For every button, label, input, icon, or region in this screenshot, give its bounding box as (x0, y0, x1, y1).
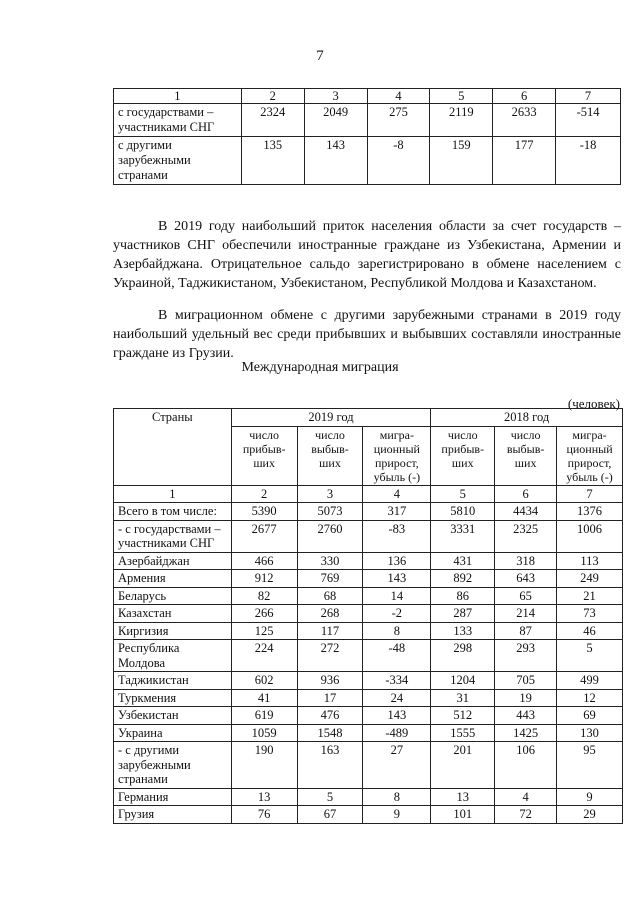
table-cell: 5 (297, 788, 363, 806)
table-cell: 95 (557, 742, 623, 789)
table-row (114, 587, 623, 605)
net-migration-2019-header: мигра-ционный прирост, убыль (-) (363, 426, 431, 485)
table-cell: 21 (557, 587, 623, 605)
index-cell: 1 (114, 485, 232, 503)
table-cell: 73 (557, 605, 623, 623)
table-cell: 266 (231, 605, 297, 623)
row-label: Армения (114, 570, 232, 588)
table-cell: 318 (495, 552, 557, 570)
table-header-row (114, 409, 623, 427)
table-cell: 113 (557, 552, 623, 570)
table-cell: 4434 (495, 503, 557, 521)
table-cell: -83 (363, 520, 431, 552)
section-title: Международная миграция (241, 360, 399, 375)
table-row (114, 552, 623, 570)
table-cell: 5810 (431, 503, 495, 521)
table-cell: 68 (297, 587, 363, 605)
table-cell: 1425 (495, 724, 557, 742)
table-cell: 19 (495, 689, 557, 707)
table-cell: 1555 (431, 724, 495, 742)
paragraph-other-countries: В миграционном обмене с другими зарубежными странами в 2019 году наибольший удельный вес среди прибывших и выбывших составляли иностранные граждане из Грузии. (113, 308, 621, 361)
table-cell: 5390 (231, 503, 297, 521)
table-cell: 13 (431, 788, 495, 806)
table-cell: 1006 (557, 520, 623, 552)
table-cell: 136 (363, 552, 431, 570)
table-cell: 602 (231, 672, 297, 690)
table-cell: 72 (495, 806, 557, 824)
table-cell: 268 (297, 605, 363, 623)
table-cell: 2119 (430, 104, 493, 137)
table-cell: 2677 (231, 520, 297, 552)
table-cell: 443 (495, 707, 557, 725)
table-cell: 643 (495, 570, 557, 588)
table-cell: 3331 (431, 520, 495, 552)
table-cell: 1548 (297, 724, 363, 742)
table-cell: 163 (297, 742, 363, 789)
table-row (114, 640, 623, 672)
table-cell: 275 (367, 104, 430, 137)
index-cell: 2 (231, 485, 297, 503)
table-cell: 143 (304, 137, 367, 185)
table-cell: 224 (231, 640, 297, 672)
paragraph-cis-inflow: В 2019 году наибольший приток населения области за счет государств – участников СНГ обеспечили иностранные граждане из Узбекистана, Армении и Азербайджана. Отрицательное сальдо зарегистрировано в обмене населением с Украиной, Таджикистаном, Узбекистаном, Республикой Молдова и Казахстаном. (113, 219, 621, 291)
table-cell: 317 (363, 503, 431, 521)
row-label: Азербайджан (114, 552, 232, 570)
row-label: Украина (114, 724, 232, 742)
table-cell: 466 (231, 552, 297, 570)
table-cell: 5073 (297, 503, 363, 521)
table-cell: 12 (557, 689, 623, 707)
table-cell: 31 (431, 689, 495, 707)
table-cell: 177 (493, 137, 556, 185)
index-cell: 6 (495, 485, 557, 503)
departures-2019-header: число выбыв-ших (297, 426, 363, 485)
year-2019-header: 2019 год (231, 409, 431, 427)
table-cell: 272 (297, 640, 363, 672)
arrivals-2019-header: число прибыв-ших (231, 426, 297, 485)
table-cell: 287 (431, 605, 495, 623)
table-cell: -2 (363, 605, 431, 623)
table-cell: 13 (231, 788, 297, 806)
table-cell: 190 (231, 742, 297, 789)
arrivals-2018-header: число прибыв-ших (431, 426, 495, 485)
table-cell: 2633 (493, 104, 556, 137)
table-cell: 431 (431, 552, 495, 570)
table-row (114, 707, 623, 725)
table-cell: 46 (557, 622, 623, 640)
table-cell: 1204 (431, 672, 495, 690)
table-cell: 69 (557, 707, 623, 725)
table-cell: 249 (557, 570, 623, 588)
departures-2018-header: число выбыв-ших (495, 426, 557, 485)
table-body (114, 503, 623, 824)
table-cell: 24 (363, 689, 431, 707)
net-migration-2018-header: мигра-ционный прирост, убыль (-) (557, 426, 623, 485)
table-cell: 130 (557, 724, 623, 742)
table-cell: 135 (241, 137, 304, 185)
header-cell: 5 (430, 89, 493, 104)
table-cell: 41 (231, 689, 297, 707)
header-cell: 1 (114, 89, 242, 104)
row-label: Таджикистан (114, 672, 232, 690)
table-cell: 769 (297, 570, 363, 588)
row-label: - с другими зарубежными странами (114, 742, 232, 789)
table-cell: 912 (231, 570, 297, 588)
table-header-row (114, 89, 621, 104)
table-cell: 133 (431, 622, 495, 640)
table-cell: 293 (495, 640, 557, 672)
index-cell: 5 (431, 485, 495, 503)
table-cell: 2324 (241, 104, 304, 137)
table-cell: 87 (495, 622, 557, 640)
table-cell: 2760 (297, 520, 363, 552)
table-row (114, 689, 623, 707)
row-label: Грузия (114, 806, 232, 824)
table-cell: 9 (557, 788, 623, 806)
table-cell: 27 (363, 742, 431, 789)
table-cell: 125 (231, 622, 297, 640)
table-cell: 512 (431, 707, 495, 725)
units-label: (человек) (567, 396, 620, 411)
row-label: Туркмения (114, 689, 232, 707)
table-cell: 14 (363, 587, 431, 605)
table-cell: 892 (431, 570, 495, 588)
row-label: Узбекистан (114, 707, 232, 725)
index-cell: 3 (297, 485, 363, 503)
header-cell: 7 (556, 89, 621, 104)
table-cell: -489 (363, 724, 431, 742)
table-cell: 29 (557, 806, 623, 824)
table-row (114, 724, 623, 742)
table-cell: -48 (363, 640, 431, 672)
table-row (114, 806, 623, 824)
table-row (114, 520, 623, 552)
table-cell: 5 (557, 640, 623, 672)
index-cell: 4 (363, 485, 431, 503)
table-cell: 86 (431, 587, 495, 605)
table-cell: 705 (495, 672, 557, 690)
table-cell: -18 (556, 137, 621, 185)
row-label: Казахстан (114, 605, 232, 623)
table-cell: 936 (297, 672, 363, 690)
table-cell: 143 (363, 570, 431, 588)
table-row (114, 605, 623, 623)
page-number: 7 (316, 48, 324, 64)
row-label: Беларусь (114, 587, 232, 605)
row-label: с государствами – участниками СНГ (114, 104, 242, 137)
table-cell: 101 (431, 806, 495, 824)
table-row (114, 104, 621, 137)
table-cell: 2049 (304, 104, 367, 137)
table-cell: 8 (363, 788, 431, 806)
table-cell: 619 (231, 707, 297, 725)
row-label: Всего в том числе: (114, 503, 232, 521)
row-label: Республика Молдова (114, 640, 232, 672)
header-cell: 3 (304, 89, 367, 104)
table-cell: 159 (430, 137, 493, 185)
international-migration-table (113, 408, 623, 824)
table-cell: -514 (556, 104, 621, 137)
table-cell: 2325 (495, 520, 557, 552)
table-cell: 1059 (231, 724, 297, 742)
table-cell: 82 (231, 587, 297, 605)
countries-header: Страны (114, 409, 232, 486)
header-cell: 4 (367, 89, 430, 104)
index-cell: 7 (557, 485, 623, 503)
column-index-row (114, 485, 623, 503)
table-cell: 330 (297, 552, 363, 570)
row-label: - с государствами – участниками СНГ (114, 520, 232, 552)
table-cell: 106 (495, 742, 557, 789)
table-row (114, 788, 623, 806)
table-row (114, 137, 621, 185)
row-label: с другими зарубежными странами (114, 137, 242, 185)
table-cell: 143 (363, 707, 431, 725)
table-cell: 65 (495, 587, 557, 605)
table-cell: 476 (297, 707, 363, 725)
table-row (114, 672, 623, 690)
table-cell: 67 (297, 806, 363, 824)
table-cell: 298 (431, 640, 495, 672)
table-cell: 117 (297, 622, 363, 640)
table-cell: 76 (231, 806, 297, 824)
header-cell: 6 (493, 89, 556, 104)
table-cell: 214 (495, 605, 557, 623)
table-cell: 201 (431, 742, 495, 789)
table-row (114, 742, 623, 789)
table-row (114, 503, 623, 521)
table-row (114, 570, 623, 588)
table-cell: 9 (363, 806, 431, 824)
table-cell: 499 (557, 672, 623, 690)
row-label: Киргизия (114, 622, 232, 640)
table-cell: 8 (363, 622, 431, 640)
continued-table (113, 88, 621, 185)
table-cell: -334 (363, 672, 431, 690)
table-cell: 1376 (557, 503, 623, 521)
table-cell: -8 (367, 137, 430, 185)
table-cell: 17 (297, 689, 363, 707)
table-cell: 4 (495, 788, 557, 806)
table-row (114, 622, 623, 640)
header-cell: 2 (241, 89, 304, 104)
row-label: Германия (114, 788, 232, 806)
year-2018-header: 2018 год (431, 409, 623, 427)
